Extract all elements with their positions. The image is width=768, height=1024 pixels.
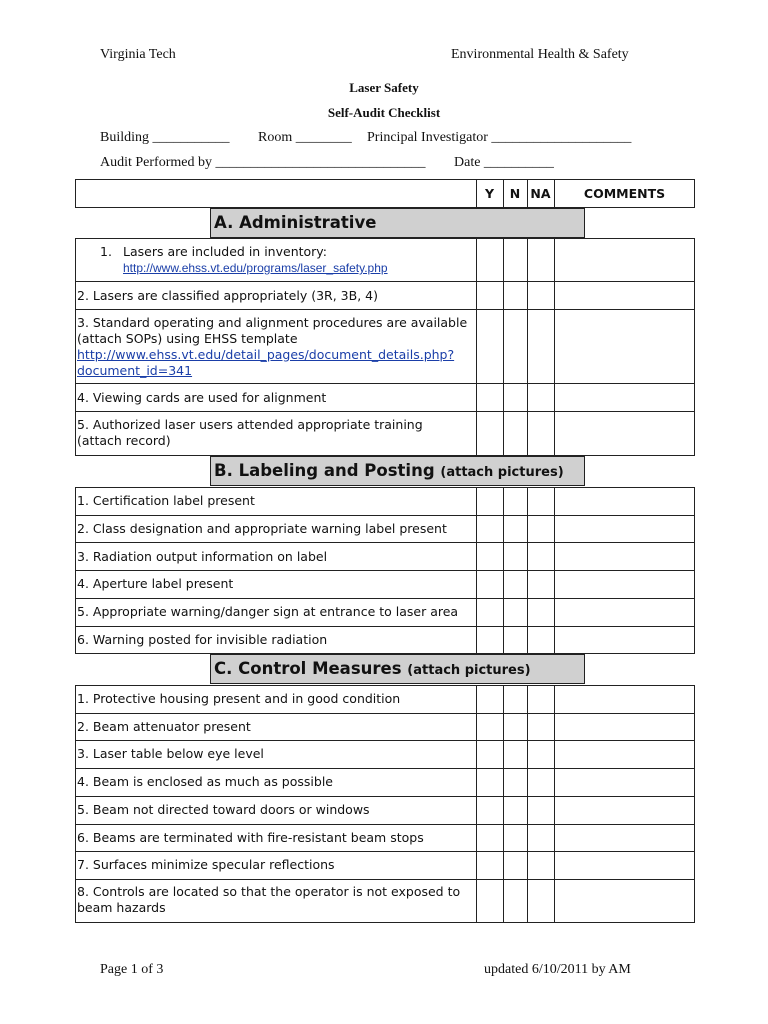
item-b5: 5. Appropriate warning/danger sign at entrance to laser area [77,604,459,619]
item-c7: 7. Surfaces minimize specular reflections [77,857,335,872]
dept-name: Environmental Health & Safety [451,47,629,62]
col-y: Y [484,186,495,201]
doc-subtitle: Self-Audit Checklist [327,105,441,120]
item-b4: 4. Aperture label present [77,576,234,591]
item-a3-link2[interactable]: document_id=341 [77,363,193,378]
room-field[interactable]: Room ________ [258,130,352,145]
pi-field[interactable]: Principal Investigator ____________________ [367,130,632,145]
section-a-header [210,208,585,238]
section-a-title: A. Administrative [214,213,377,232]
col-n: N [509,186,521,201]
updated-note: updated 6/10/2011 by AM [484,962,631,977]
section-c-title: C. Control Measures [214,659,402,678]
item-a1-text: Lasers are included in inventory: [123,244,327,259]
item-a3-line1: 3. Standard operating and alignment procedures are available [77,315,468,330]
org-name: Virginia Tech [100,47,176,62]
page-number: Page 1 of 3 [100,962,164,977]
item-a1-link[interactable]: http://www.ehss.vt.edu/programs/laser_safety.php [123,261,388,275]
section-c-note: (attach pictures) [407,663,531,678]
date-field[interactable]: Date __________ [454,155,554,170]
item-a4: 4. Viewing cards are used for alignment [77,390,327,405]
item-c2: 2. Beam attenuator present [77,719,251,734]
item-b3: 3. Radiation output information on label [77,549,328,564]
section-b-title: B. Labeling and Posting [214,461,435,480]
item-b2: 2. Class designation and appropriate warning label present [77,521,447,536]
item-a5-line2: (attach record) [77,433,171,448]
item-b1: 1. Certification label present [77,493,255,508]
item-a5-line1: 5. Authorized laser users attended appropriate training [77,417,423,432]
building-field[interactable]: Building ___________ [100,130,230,145]
section-b-note: (attach pictures) [440,465,564,480]
section-b-header [210,456,585,486]
section-c-header [210,654,585,684]
item-c5: 5. Beam not directed toward doors or windows [77,802,370,817]
item-c1: 1. Protective housing present and in good condition [77,691,401,706]
item-c8-line1: 8. Controls are located so that the operator is not exposed to [77,884,461,899]
item-c3: 3. Laser table below eye level [77,746,264,761]
col-na: NA [530,186,551,201]
doc-title: Laser Safety [349,80,419,95]
item-b6: 6. Warning posted for invisible radiation [77,632,328,647]
item-c8-line2: beam hazards [77,900,166,915]
item-a3-link1[interactable]: http://www.ehss.vt.edu/detail_pages/document_details.php? [77,347,455,362]
col-comments: COMMENTS [583,186,666,201]
item-a3-line2: (attach SOPs) using EHSS template [77,331,298,346]
item-a2: 2. Lasers are classified appropriately (3R, 3B, 4) [77,288,378,303]
item-c6: 6. Beams are terminated with fire-resistant beam stops [77,830,424,845]
item-a1-num: 1. [100,244,112,259]
item-c4: 4. Beam is enclosed as much as possible [77,774,333,789]
audit-by-field[interactable]: Audit Performed by ______________________________ [100,155,426,170]
